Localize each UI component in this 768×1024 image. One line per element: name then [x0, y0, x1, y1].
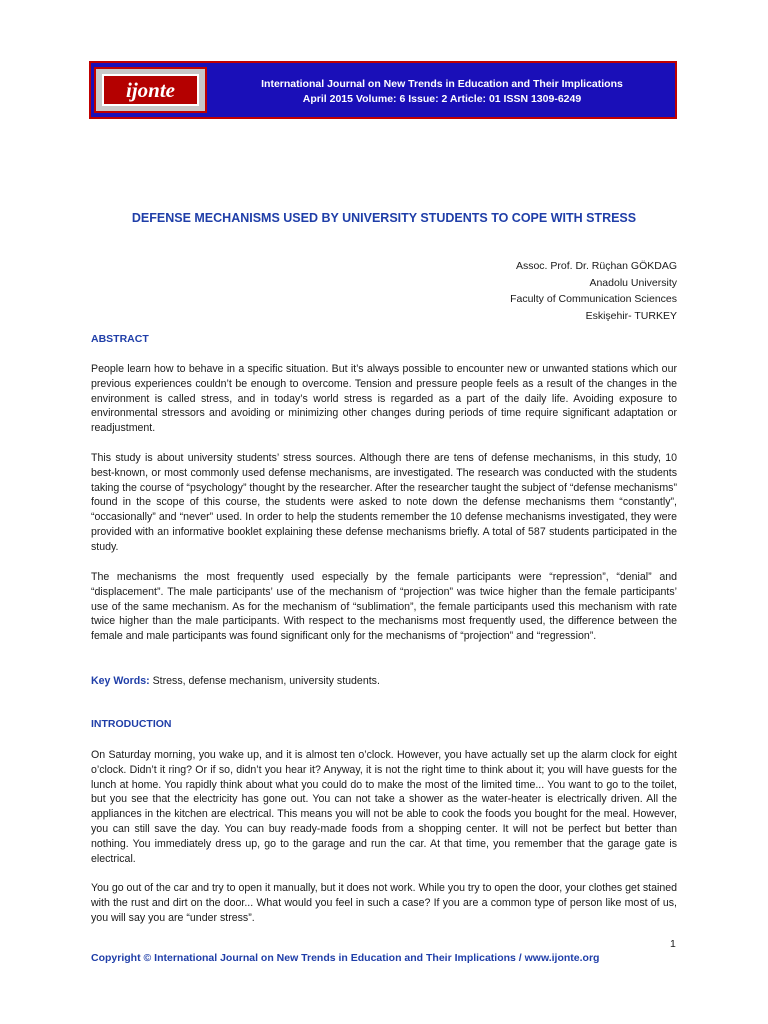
author-university: Anadolu University: [589, 276, 677, 289]
author-block: [510, 258, 677, 324]
journal-header-banner: [89, 61, 677, 119]
logo-text: ijonte: [102, 74, 199, 106]
introduction-paragraph-1: On Saturday morning, you wake up, and it is almost ten o’clock. However, you have actually set up the alarm clock for eight o’clock. Didn’t it ring? Or if so, didn’t you hear it? Anyway, it is not the right time to think about it; you will have guests for the lunch at home. You rapidly think about what you could do to make the most of the limited time... You want to go to the toilet, but you see that the electricity has gone out. You can not take a shower as the water-heater is electrically driven. All the appliances in the kitchen are electrical. This means you will not be able to cook the foods you bought for the meal. However, you can still save the day. You can buy ready-made foods from a shopping center. It will not be perfect but better than nothing. You immediately dress up, go to the garage and run the car. At that time, you remember that the garage gate is electrical.: [91, 749, 677, 865]
paper-title: DEFENSE MECHANISMS USED BY UNIVERSITY STUDENTS TO COPE WITH STRESS: [131, 211, 637, 225]
journal-logo: [94, 67, 207, 113]
author-name: Assoc. Prof. Dr. Rüçhan GÖKDAG: [515, 260, 677, 272]
author-location: Eskişehir- TURKEY: [585, 309, 677, 322]
author-faculty: Faculty of Communication Sciences: [510, 293, 677, 305]
abstract-paragraph-1: People learn how to behave in a specific situation. But it’s always possible to encounter new or unwanted stations which our previous experiences couldn’t be enough to overcome. Tension and pressure people feels as a result of the changes in the environment is called stress, and in today’s world stress is regarded as a part of the daily life. Avoiding exposure to environmental stressors and avoiding or minimizing other changes during periods of time require significant adaptation or readjustment.: [91, 363, 677, 435]
abstract-heading: ABSTRACT: [91, 333, 149, 345]
introduction-paragraph-2: You go out of the car and try to open it manually, but it does not work. While you try to open the door, your clothes get stained with the rust and dirt on the door... What would you feel in such a case? If you are a common type of person like most of us, you will say you are “under stress”.: [91, 882, 677, 924]
journal-info: [213, 77, 671, 107]
copyright-footer: Copyright © International Journal on New Trends in Education and Their Implications / www.ijonte.org: [91, 952, 600, 964]
abstract-paragraph-3: The mechanisms the most frequently used especially by the female participants were “repression”, “denial” and “displacement”. The male participants’ use of the mechanism of “projection” was twice higher than the female participants’ use of the same mechanism. As for the mechanism of “sublimation”, the female participants used this mechanism with rate twice higher than the male participants. With respect to the mechanisms most frequently used, the difference between the female and male participants was found significant only for the mechanisms of “projection” and “regression”.: [91, 571, 677, 643]
introduction-heading: INTRODUCTION: [91, 718, 172, 730]
journal-name: International Journal on New Trends in Education and Their Implications: [261, 78, 623, 90]
page-number: 1: [670, 938, 676, 950]
issue-info: April 2015 Volume: 6 Issue: 2 Article: 01 ISSN 1309-6249: [302, 93, 582, 105]
keywords-text: Stress, defense mechanism, university students.: [149, 675, 380, 687]
abstract-paragraph-2: This study is about university students’ stress sources. Although there are tens of defense mechanisms, in this study, 10 best-known, or most commonly used defense mechanisms, are investigated. The research was conducted with the students taking the course of “psychology” thought by the researcher. After the researcher taught the subject of “defense mechanisms” found in the scope of this course, the students were asked to note down the defense mechanisms them “constantly”, “occasionally” and “never” used. In order to help the students remember the 10 defense mechanisms investigated, they were provided with an informative booklet explaining these defense mechanisms briefly. A total of 587 students participated in the study.: [91, 452, 677, 553]
keywords-line: [91, 674, 677, 689]
keywords-label: Key Words:: [91, 675, 150, 687]
